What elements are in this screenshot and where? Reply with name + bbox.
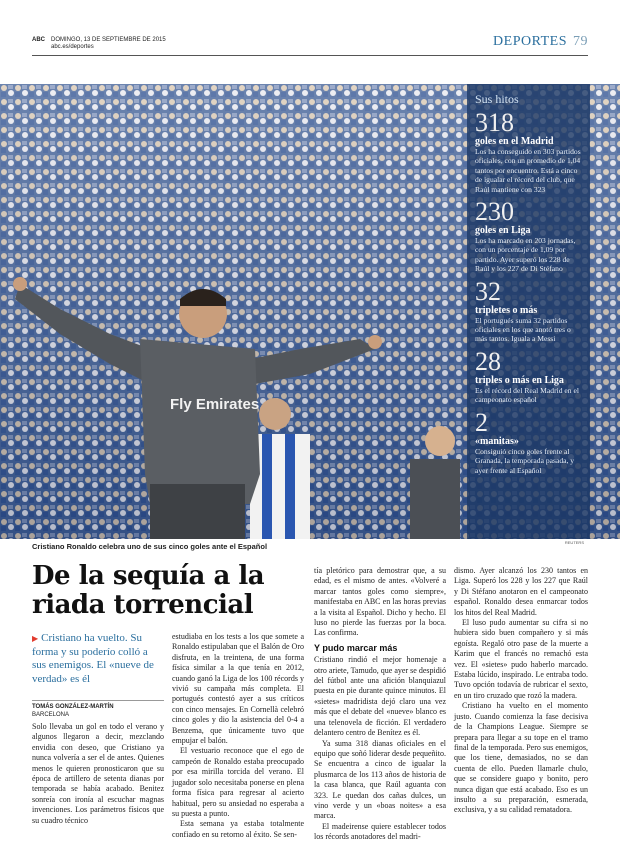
stat-item <box>475 276 584 344</box>
stat-heading: goles en Liga <box>475 225 531 237</box>
stat-text: El portugués suma 32 partidos oficiales en los que anotó tres o más tantos. Iguala a Messi <box>475 315 571 344</box>
stat-number: 2 <box>475 407 488 437</box>
body-column-3 <box>314 566 446 843</box>
body-paragraph: Ya suma 318 dianas oficiales en el equipo que soñó liderar desde pequeñito. Se encuentra a cinco de igualar la plusmarca de los 113 años de historia de la casa blanca, que Raúl aguanta con 323. Le quedan dos cañas dulces, un vino verde y un «boas noites» a esa marca. <box>314 738 446 821</box>
shirt-sponsor: Fly Emirates <box>170 396 260 413</box>
lede-text: Cristiano ha vuelto. Su forma y su poderío colló a sus enemigos. El «nueve de verdad» es él <box>32 632 154 685</box>
byline <box>32 700 164 719</box>
body-column-1 <box>32 722 164 826</box>
stat-text: Consiguió cinco goles frente al Granada, la temporada pasada, y ayer frente al Español <box>475 446 575 475</box>
stat-text: Es el récord del Real Madrid en el campeonato español <box>475 385 579 405</box>
body-paragraph: estudiaba en los tests a los que somete a Ronaldo estipulaban que el Balón de Oro disfruta, en la treintena, de una forma física similar a la que tenía en 2012, cuando ganó la Liga de los 100 récords y vivió su campaña más completa. El portugués contestó ayer a sus críticos con cinco mensajes. En Cornellà celebró cinco goles y dio la asistencia del 0-4 a Benzema, que únicamente tuvo que empujar el balón. <box>172 632 304 746</box>
stat-heading: goles en el Madrid <box>475 136 554 147</box>
stat-number: 230 <box>475 197 514 227</box>
section-header <box>493 34 588 50</box>
stat-item <box>475 346 584 405</box>
paper-name: ABC <box>32 37 45 43</box>
body-paragraph: dismo. Ayer alcanzó los 230 tantos en Liga. Superó los 228 y los 227 que Raúl y Di Stéfano anotaron en el campeonato español. Ronaldo desea enmarcar todos los hitos del Real Madrid. <box>454 566 588 617</box>
section-name: DEPORTES <box>493 34 567 49</box>
site-url: abc.es/deportes <box>51 44 94 50</box>
stat-number: 32 <box>475 276 501 306</box>
stat-number: 28 <box>475 346 501 376</box>
stat-item <box>475 108 584 194</box>
dateline: BARCELONA <box>32 712 70 718</box>
issue-date: DOMINGO, 13 DE SEPTIEMBRE DE 2015 <box>51 37 166 43</box>
stat-heading: triples o más en Liga <box>475 374 564 386</box>
stat-heading: «manitas» <box>475 435 519 447</box>
photo-caption: Cristiano Ronaldo celebra uno de sus cinco goles ante el Español <box>32 542 268 551</box>
body-column-4 <box>454 566 588 816</box>
article-subhead: Y pudo marcar más <box>314 642 398 653</box>
stats-sidebar <box>467 84 590 539</box>
body-paragraph: El madeirense quiere establecer todos los récords anotadores del madri- <box>314 821 446 842</box>
stat-item <box>475 407 584 475</box>
body-column-2 <box>172 632 304 840</box>
stat-text: Los ha conseguido en 303 partidos oficiales, con un promedio de 1,04 tantos por encuentro. Está a cinco de igualar el récord del club, que Raúl mantiene con 323 <box>475 147 581 194</box>
body-paragraph: Esta semana ya estaba totalmente confiado en su retorno al éxito. Se sen- <box>172 819 304 839</box>
author-name: TOMÁS GONZÁLEZ-MARTÍN <box>32 704 114 710</box>
sidebar-title: Sus hitos <box>475 92 519 106</box>
body-paragraph: Solo llevaba un gol en todo el verano y algunos llegaron a decir, mezclando envidia con deseo, que Cristiano ya nunca volvería a ser el de antes. Quienes menos le quieren pronosticaron que su época de artillero de setenta dianas por temporada se había acabado. Benitez sonreía con ironía al escuchar magnas invenciones. Los parámetros físicos que su cuadro técnico <box>32 722 164 825</box>
body-paragraph: Cristiano ha vuelto en el momento justo. Cuando comienza la fase decisiva de la Champions League. Siempre se prepara para llegar a su tope en el tramo final de la temporada. Pero sus enemigos, que los tiene, demasiados, no se dan cuenta de ello. Pueden llamarle chulo, que se considere guapo y bonito, pero nunca digan que está acabado. Eso es un insulto a su preparación, esmerada, exclusiva, y a su calidad rematadora. <box>454 701 588 815</box>
body-paragraph: El vestuario reconoce que el ego de campeón de Ronaldo estaba preocupado por esa mirilla torcida del verano. El jugador solo necesitaba ponerse en plena forma física para regresar al acierto habitual, pero su ansiedad no esperaba a su puesta a punto. <box>172 746 304 818</box>
photo-credit: REUTERS <box>564 540 584 545</box>
header-rule <box>32 55 588 56</box>
stat-item <box>475 197 584 274</box>
stat-text: Los ha marcado en 203 jornadas, con un porcentaje de 1,09 por partido. Ayer superó los 228 de Raúl y los 227 de Di Stéfano <box>475 236 576 274</box>
article-headline: De la sequía a la riada torrencial <box>32 561 265 620</box>
stat-number: 318 <box>475 108 514 137</box>
article-lede <box>32 632 164 686</box>
stat-heading: tripletes o más <box>475 304 538 316</box>
body-paragraph: Cristiano rindió el mejor homenaje a otro ariete, Tamudo, que ayer se despidió del fútbol ante una afición blanquiazul puesta en pie durante quince minutos. El «sietes» madridista dejó claro una vez más que el debate del «nueve» blanco es una telenovela de ficción. El verdadero delantero centro de Benítez es él. <box>314 655 446 738</box>
body-paragraph: tía pletórico para demostrar que, a su edad, es el mismo de antes. «Volveré a marcar tantos goles como siempre», manifestaba en ABC en las horas previas a la visita al Español. Dicho y hecho. El luso no pierde las fuerzas por la boca. Las confirma. <box>314 566 446 638</box>
masthead-left <box>32 37 166 51</box>
page-number: 79 <box>573 34 588 49</box>
body-paragraph: El luso pudo aumentar su cifra si no hubiera sido buen compañero y si más egoísta. Regaló otro pase de la muerte a Karim que el francés no remachó esta vez. El «sietes» pudo haberlo marcado. Estaba lúcido, inspirado. Le entraba todo. Tuvo opción todavía de rubricar el sexto, en un tiro cruzado que rozó la madera. <box>454 618 588 700</box>
triangle-bullet-icon: ▶ <box>32 634 39 643</box>
